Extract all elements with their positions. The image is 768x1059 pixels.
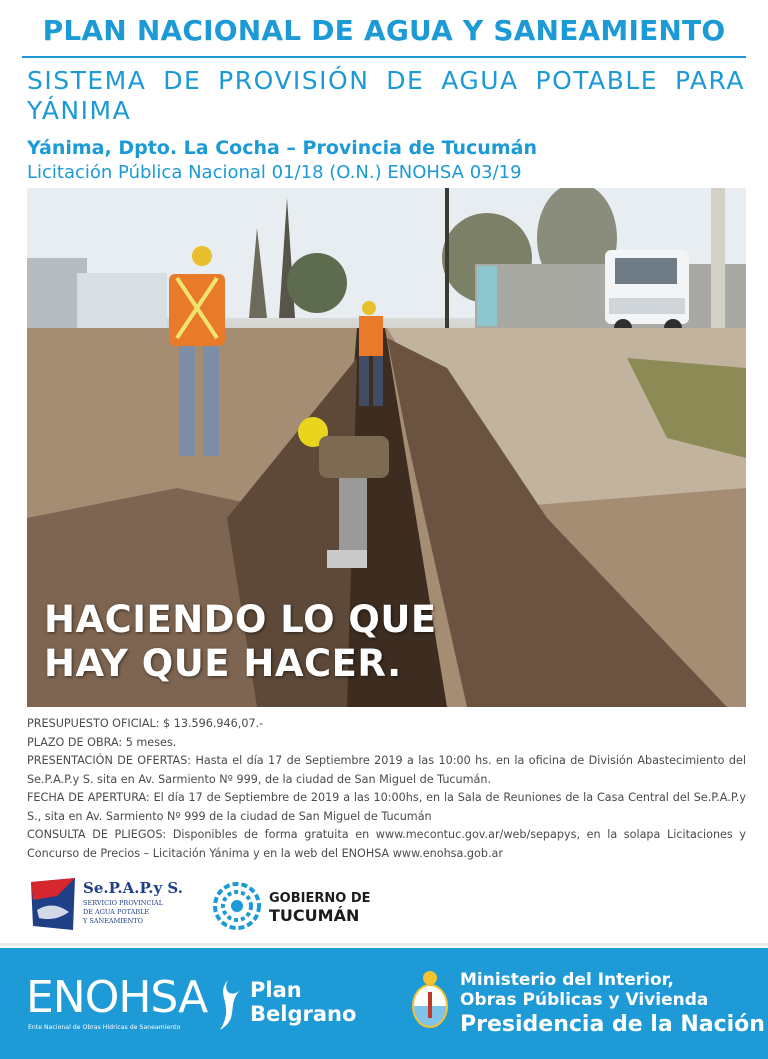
gobierno-line-1: GOBIERNO DE bbox=[269, 891, 371, 906]
header bbox=[0, 0, 768, 62]
national-shield-icon bbox=[408, 968, 452, 1036]
sepapys-emblem bbox=[27, 874, 185, 934]
sepapys-line-1: SERVICIO PROVINCIAL bbox=[83, 899, 164, 907]
presentacion-text: PRESENTACIÓN DE OFERTAS: Hasta el día 17 de Septiembre 2019 a las 10:00 hs. en la oficina de División Abastecimiento del Se.P.A.P.y S. sita en Av. Sarmiento Nº 999, de la ciudad de San Miguel de Tucumán. bbox=[27, 754, 746, 786]
sepapys-name: Se.P.A.P.y S. bbox=[83, 879, 183, 897]
ministerio-logo bbox=[408, 968, 765, 1041]
tender-details bbox=[27, 715, 746, 863]
slogan-line-1: HACIENDO LO QUE bbox=[44, 598, 437, 641]
ministerio-line-1: Ministerio del Interior, bbox=[460, 970, 675, 990]
presidencia-text: Presidencia de la Nación bbox=[460, 1012, 765, 1037]
sepapys-line-3: Y SANEAMIENTO bbox=[83, 917, 143, 925]
plan-belgrano-logo bbox=[210, 978, 357, 1039]
project-location: Yánima, Dpto. La Cocha – Provincia de Tucumán bbox=[27, 137, 537, 159]
project-title: SISTEMA DE PROVISIÓN DE AGUA POTABLE PARA YÁNIMA bbox=[27, 66, 745, 125]
flame-icon bbox=[210, 978, 244, 1034]
construction-photo bbox=[27, 188, 746, 707]
slogan bbox=[44, 598, 437, 686]
slogan-line-2: HAY QUE HACER. bbox=[44, 642, 402, 685]
ministerio-text bbox=[460, 970, 708, 1010]
plazo-text: PLAZO DE OBRA: 5 meses. bbox=[27, 735, 177, 749]
plan-line-1: Plan bbox=[250, 978, 302, 1002]
gobierno-emblem bbox=[199, 870, 371, 942]
header-title: PLAN NACIONAL DE AGUA Y SANEAMIENTO bbox=[42, 14, 726, 47]
gobierno-line-2: TUCUMÁN bbox=[269, 906, 360, 925]
plan-belgrano-text bbox=[250, 978, 356, 1026]
sepapys-line-2: DE AGUA POTABLE bbox=[83, 908, 150, 916]
presupuesto-text: PRESUPUESTO OFICIAL: $ 13.596.946,07.- bbox=[27, 717, 264, 730]
consulta-text: CONSULTA DE PLIEGOS: Disponibles de forma gratuita en www.mecontuc.gov.ar/web/sepapys, en la solapa Licitaciones y Concurso de Precios – Licitación Yánima y en la web del ENOHSA www.enohsa.gob.ar bbox=[27, 828, 746, 860]
enohsa-logo-text: ENOHSA bbox=[26, 972, 208, 1023]
gobierno-tucuman-logo bbox=[199, 870, 371, 942]
sepapys-logo bbox=[27, 874, 185, 934]
header-divider bbox=[22, 56, 746, 58]
ministerio-line-2: Obras Públicas y Vivienda bbox=[460, 990, 709, 1010]
apertura-text: FECHA DE APERTURA: El día 17 de Septiembre de 2019 a las 10:00hs, en la Sala de Reuniones de la Casa Central del Se.P.A.P.y S., sita en Av. Sarmiento Nº 999 de la ciudad de San Miguel de Tucumán bbox=[27, 791, 746, 823]
footer-divider bbox=[0, 943, 768, 946]
enohsa-subtitle: Ente Nacional de Obras Hídricas de Saneamiento bbox=[28, 1024, 181, 1031]
footer bbox=[0, 948, 768, 1059]
plan-line-2: Belgrano bbox=[250, 1002, 357, 1026]
licitacion-number: Licitación Pública Nacional 01/18 (O.N.) ENOHSA 03/19 bbox=[27, 162, 522, 183]
